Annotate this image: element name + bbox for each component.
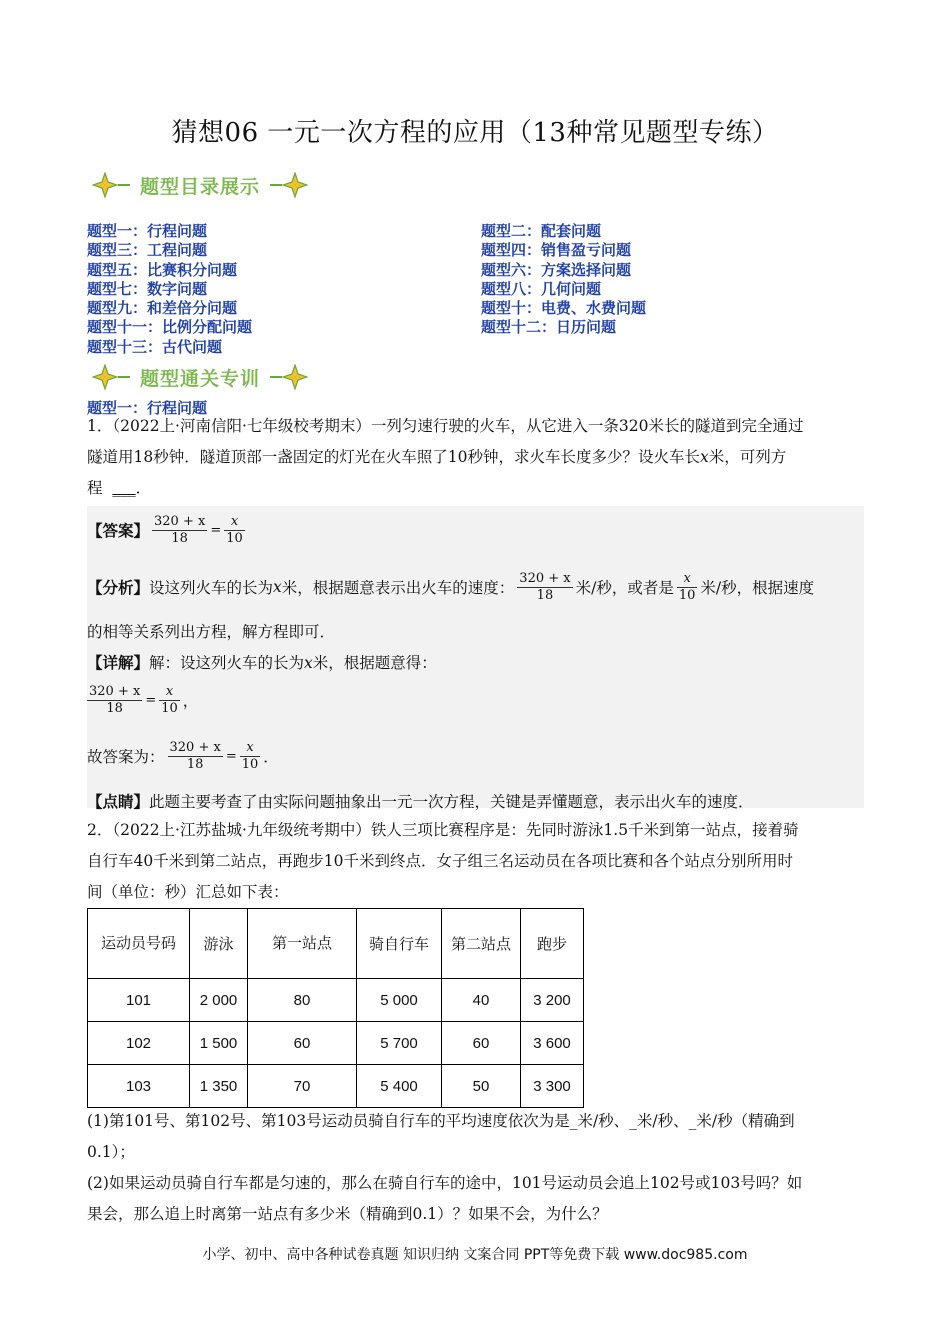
analysis-line-2: 的相等关系列出方程，解方程即可．	[87, 623, 336, 641]
numerator: x	[224, 514, 245, 531]
table-cell: 3 300	[521, 1065, 584, 1108]
table-header: 游泳	[190, 909, 248, 979]
table-header: 跑步	[521, 909, 584, 979]
table-cell: 60	[248, 1022, 357, 1065]
table-header: 骑自行车	[357, 909, 442, 979]
q1-line	[87, 473, 863, 504]
sparkle-icon	[92, 172, 118, 198]
comment-text: 此题主要考查了由实际问题抽象出一元一次方程，关键是弄懂题意，表示出火车的速度．	[149, 793, 754, 811]
toc-item[interactable]: 题型六：方案选择问题	[481, 260, 632, 279]
toc-right-column	[481, 222, 646, 338]
banner-line-right	[270, 184, 282, 186]
table-row	[88, 1065, 584, 1108]
table-row	[88, 1022, 584, 1065]
table-cell: 2 000	[190, 979, 248, 1022]
toc-item[interactable]: 题型十二：日历问题	[481, 318, 617, 337]
denominator: 10	[161, 700, 178, 716]
detail-label: 【详解】	[87, 653, 150, 672]
fraction	[159, 684, 180, 717]
analysis-text: 设这列火车的长为	[149, 579, 274, 597]
toc-item[interactable]: 题型七：数字问题	[87, 279, 208, 298]
toc-banner-text: 题型目录展示	[140, 175, 261, 198]
table-cell: 60	[442, 1022, 521, 1065]
page-footer: 小学、初中、高中各种试卷真题 知识归纳 文案合同 PPT等免费下载 www.doc985.com	[202, 1247, 748, 1263]
fraction	[168, 740, 223, 773]
practice-banner-text: 题型通关专训	[140, 367, 261, 390]
table-header: 运动员号码	[88, 909, 190, 979]
toc-left-column	[87, 222, 252, 357]
table-header-row	[88, 909, 584, 979]
table-cell: 50	[442, 1065, 521, 1108]
detail-line	[87, 651, 437, 673]
denominator: 18	[186, 756, 204, 772]
table-header: 第一站点	[248, 909, 357, 979]
q2-sub-line: 果会，那么追上时离第一站点有多少米（精确到0.1）？如果不会，为什么？	[87, 1205, 608, 1223]
answer-line	[87, 511, 248, 549]
q2-line: 自行车40千米到第二站点，再跑步10千米到终点．女子组三名运动员在各项比赛和各个站点分别所用时	[87, 852, 793, 870]
table-cell: 5 000	[357, 979, 442, 1022]
table-row	[88, 979, 584, 1022]
equals: =	[145, 692, 157, 708]
q2-line: 2．（2022上·江苏盐城·九年级统考期中）铁人三项比赛程序是：先同时游泳1.5千米到第一站点，接着骑	[87, 821, 799, 839]
denominator: 18	[536, 587, 554, 603]
question-1	[87, 411, 863, 504]
table-cell: 5 700	[357, 1022, 442, 1065]
toc-banner	[92, 170, 308, 200]
page-title: 猜想06 一元一次方程的应用（13种常见题型专练）	[171, 118, 779, 148]
answer-blank: ___	[112, 479, 136, 497]
table-cell: 1 500	[190, 1022, 248, 1065]
q1-text: 程	[87, 479, 103, 497]
denominator: 10	[241, 756, 259, 772]
detail-text: 米，根据题意得：	[312, 654, 437, 672]
table-cell: 80	[248, 979, 357, 1022]
denominator: 18	[171, 530, 188, 546]
table-cell: 5 400	[357, 1065, 442, 1108]
var-x: x	[304, 654, 313, 672]
practice-banner	[92, 362, 308, 392]
punct: ，	[182, 692, 199, 710]
banner-line-right	[270, 376, 282, 378]
denominator: 18	[106, 700, 123, 716]
equals: =	[225, 748, 237, 764]
fraction	[87, 684, 142, 717]
q1-text: 米，可列方	[708, 448, 787, 466]
answer-label: 【答案】	[87, 521, 150, 540]
toc-item[interactable]: 题型五：比赛积分问题	[87, 260, 238, 279]
sparkle-icon	[282, 172, 308, 198]
numerator: 320 + x	[519, 570, 571, 586]
toc-item[interactable]: 题型十：电费、水费问题	[481, 299, 647, 318]
table-cell: 70	[248, 1065, 357, 1108]
toc-item[interactable]: 题型十三：古代问题	[87, 337, 223, 356]
numerator: x	[677, 571, 698, 588]
q2-line: 间（单位：秒）汇总如下表：	[87, 883, 289, 901]
analysis-text: 米/秒，或者是	[575, 579, 674, 597]
comment-label: 【点睛】	[87, 792, 150, 811]
sparkle-icon	[92, 364, 118, 390]
table-header: 第二站点	[442, 909, 521, 979]
question-2-parts	[87, 1106, 863, 1230]
numerator: 320 + x	[169, 739, 221, 755]
section-heading: 题型一：行程问题	[87, 399, 208, 417]
therefore-text: 故答案为：	[87, 748, 165, 766]
toc-item[interactable]: 题型一：行程问题	[87, 222, 208, 240]
numerator: 320 + x	[89, 683, 141, 699]
toc-item[interactable]: 题型四：销售盈亏问题	[481, 241, 632, 260]
q1-line: 1．（2022上·河南信阳·七年级校考期末）一列匀速行驶的火车，从它进入一条320米长的隧道到完全通过	[87, 417, 804, 435]
denominator: 10	[678, 587, 696, 603]
equals: =	[210, 522, 222, 538]
q1-line	[87, 442, 863, 473]
equation-line	[84, 680, 198, 720]
comment-line	[87, 790, 754, 812]
toc-item[interactable]: 题型三：工程问题	[87, 241, 208, 260]
punct: ．	[263, 748, 279, 766]
table-cell: 3 600	[521, 1022, 584, 1065]
fraction	[677, 571, 698, 604]
var-x: x	[273, 578, 282, 596]
toc-item[interactable]: 题型十一：比例分配问题	[87, 318, 253, 337]
question-2	[87, 815, 863, 908]
numerator: 320 + x	[154, 513, 206, 529]
q1-text: ．	[135, 479, 152, 497]
table-cell: 102	[88, 1022, 190, 1065]
table-cell: 40	[442, 979, 521, 1022]
analysis-label: 【分析】	[87, 578, 150, 597]
q2-sub-line: (2)如果运动员骑自行车都是匀速的，那么在骑自行车的途中，101号运动员会追上102号或103号吗？如	[87, 1174, 803, 1192]
results-table	[87, 908, 584, 1108]
q2-sub-line: (1)第101号、第102号、第103号运动员骑自行车的平均速度依次为是_米/秒、_米/秒、_米/秒（精确到	[87, 1112, 795, 1130]
analysis-text: 米，根据题意表示出火车的速度：	[281, 579, 515, 597]
fraction	[152, 514, 207, 547]
table-cell: 3 200	[521, 979, 584, 1022]
therefore-line	[87, 736, 279, 776]
numerator: x	[240, 740, 261, 757]
table-cell: 101	[88, 979, 190, 1022]
q1-text: 隧道用18秒钟．隧道顶部一盏固定的灯光在火车照了10秒钟，求火车长度多少？设火车长	[87, 448, 700, 466]
var-x: x	[699, 448, 709, 466]
analysis-line	[87, 566, 867, 608]
analysis-text: 米/秒，根据速度	[700, 579, 815, 597]
q2-sub-line: 0.1）；	[87, 1143, 135, 1161]
toc-item[interactable]: 题型二：配套问题	[481, 222, 602, 240]
toc-item[interactable]: 题型八：几何问题	[481, 279, 602, 298]
fraction	[517, 571, 572, 604]
fraction	[240, 740, 261, 773]
sparkle-icon	[282, 364, 308, 390]
table-cell: 103	[88, 1065, 190, 1108]
numerator: x	[159, 684, 180, 701]
banner-line-left	[118, 376, 130, 378]
toc-item[interactable]: 题型九：和差倍分问题	[87, 299, 238, 318]
detail-text: 解：设这列火车的长为	[149, 654, 305, 672]
fraction	[224, 514, 245, 547]
banner-line-left	[118, 184, 130, 186]
table-cell: 1 350	[190, 1065, 248, 1108]
denominator: 10	[226, 530, 243, 546]
